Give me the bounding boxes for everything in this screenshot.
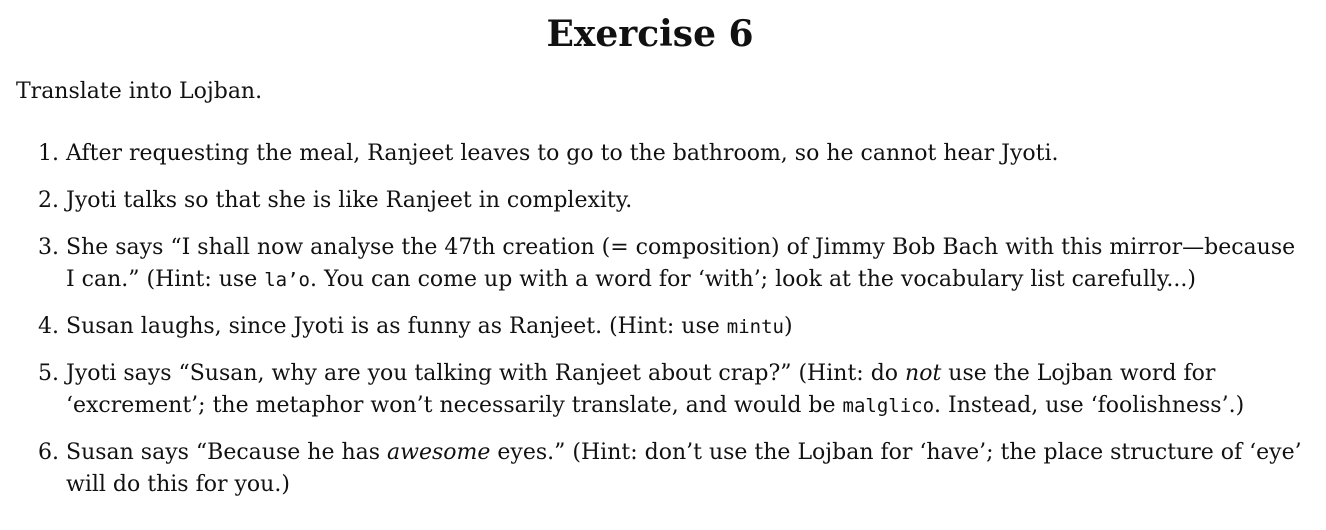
item-text: use the Lojban word for ‘excrement’; the metaphor won’t necessarily translate, and would be: [66, 361, 1216, 418]
list-item: [0, 185, 1310, 217]
page-title: Exercise 6: [546, 13, 754, 55]
item-number: 2.: [38, 188, 59, 213]
item-number: 1.: [38, 141, 59, 166]
list-item: [0, 311, 1310, 343]
lojban-term: mintu: [726, 316, 784, 338]
item-number: 4.: [38, 314, 59, 339]
item-text: Susan laughs, since Jyoti is as funny as Ranjeet. (Hint: use: [66, 314, 727, 339]
list-item: [0, 138, 1310, 170]
item-text: After requesting the meal, Ranjeet leaves to go to the bathroom, so he cannot hear Jyoti.: [66, 141, 1059, 166]
item-number: 6.: [38, 440, 59, 465]
item-text: . You can come up with a word for ‘with’; look at the vocabulary list carefully...): [309, 267, 1196, 292]
emphasis: awesome: [387, 440, 491, 465]
list-item: [0, 437, 1310, 501]
list-item: [0, 358, 1310, 422]
item-text: Jyoti says “Susan, why are you talking with Ranjeet about crap?” (Hint: do: [66, 361, 906, 386]
exercise-list: [0, 138, 1310, 516]
instructions: Translate into Lojban.: [16, 79, 263, 104]
item-text: ): [783, 314, 793, 339]
item-text: She says “I shall now analyse the 47th creation (= composition) of Jimmy Bob Bach with this mirror—because I can.” (Hint: use: [66, 235, 1296, 292]
item-text: . Instead, use ‘foolishness’.): [934, 393, 1245, 418]
lojban-term: malglico: [842, 395, 935, 417]
item-text: Susan says “Because he has: [66, 440, 388, 465]
item-text: Jyoti talks so that she is like Ranjeet in complexity.: [66, 188, 633, 213]
list-item: [0, 232, 1310, 296]
lojban-term: la’o: [264, 269, 310, 291]
emphasis: not: [905, 361, 942, 386]
item-text: eyes.” (Hint: don’t use the Lojban for ‘have’; the place structure of ‘eye’ will do this for you.): [66, 440, 1302, 497]
item-number: 3.: [38, 235, 59, 260]
item-number: 5.: [38, 361, 59, 386]
